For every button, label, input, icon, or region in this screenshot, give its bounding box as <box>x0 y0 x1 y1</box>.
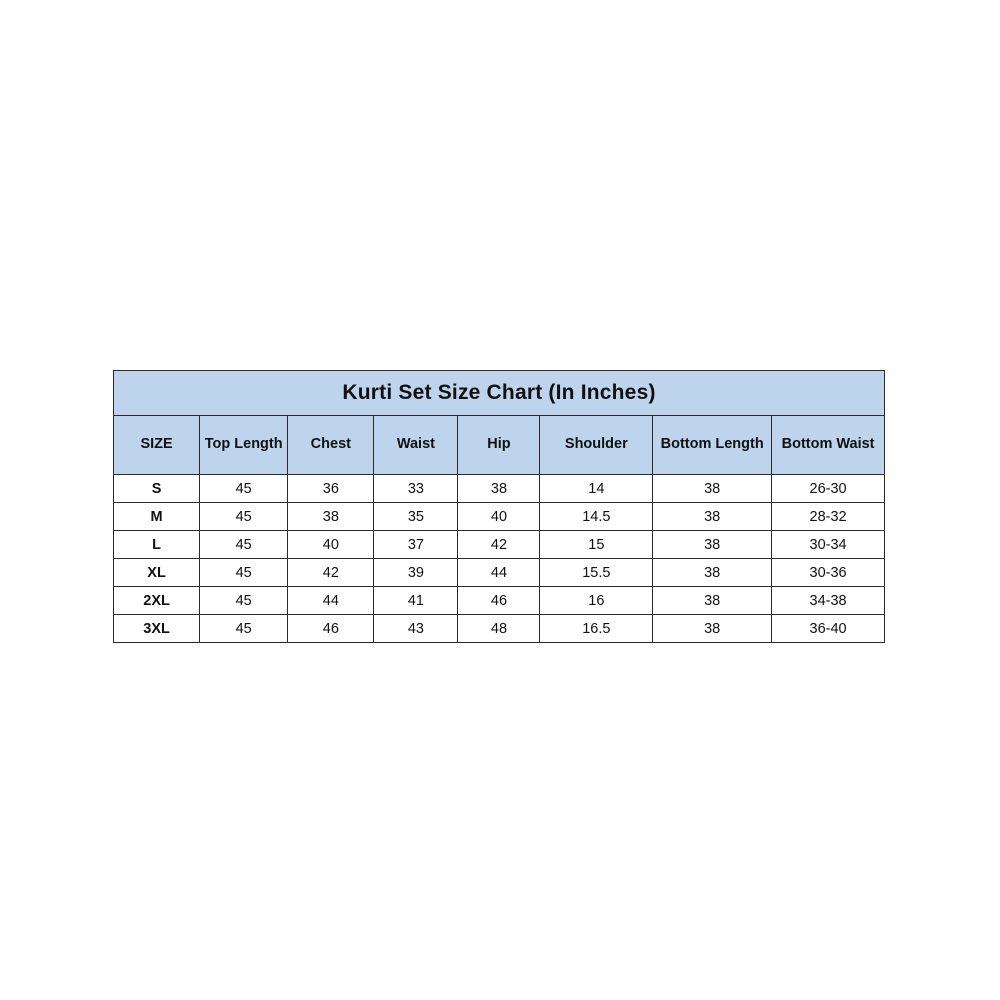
cell-top-length: 45 <box>200 503 288 531</box>
cell-waist: 41 <box>374 587 458 615</box>
cell-size: XL <box>114 559 200 587</box>
column-header-bottom-length: Bottom Length <box>653 416 772 475</box>
column-header-chest: Chest <box>288 416 374 475</box>
cell-shoulder: 15 <box>540 531 653 559</box>
cell-shoulder: 16 <box>540 587 653 615</box>
cell-bottom-length: 38 <box>653 475 772 503</box>
table-row <box>114 531 885 559</box>
cell-shoulder: 14 <box>540 475 653 503</box>
size-chart-container <box>113 370 885 643</box>
cell-chest: 40 <box>288 531 374 559</box>
cell-size: L <box>114 531 200 559</box>
column-header-top-length: Top Length <box>200 416 288 475</box>
cell-bottom-length: 38 <box>653 531 772 559</box>
cell-hip: 46 <box>458 587 540 615</box>
cell-bottom-waist: 30-36 <box>772 559 885 587</box>
cell-waist: 37 <box>374 531 458 559</box>
cell-bottom-waist: 34-38 <box>772 587 885 615</box>
cell-hip: 44 <box>458 559 540 587</box>
cell-bottom-waist: 36-40 <box>772 615 885 643</box>
cell-size: S <box>114 475 200 503</box>
cell-hip: 48 <box>458 615 540 643</box>
table-row <box>114 475 885 503</box>
cell-size: 2XL <box>114 587 200 615</box>
cell-chest: 46 <box>288 615 374 643</box>
table-row <box>114 615 885 643</box>
cell-shoulder: 15.5 <box>540 559 653 587</box>
cell-bottom-length: 38 <box>653 503 772 531</box>
cell-top-length: 45 <box>200 475 288 503</box>
cell-hip: 38 <box>458 475 540 503</box>
cell-bottom-length: 38 <box>653 559 772 587</box>
cell-size: 3XL <box>114 615 200 643</box>
cell-waist: 43 <box>374 615 458 643</box>
cell-bottom-waist: 28-32 <box>772 503 885 531</box>
table-row <box>114 503 885 531</box>
column-header-waist: Waist <box>374 416 458 475</box>
cell-waist: 35 <box>374 503 458 531</box>
cell-shoulder: 16.5 <box>540 615 653 643</box>
table-row <box>114 559 885 587</box>
cell-bottom-length: 38 <box>653 587 772 615</box>
cell-waist: 39 <box>374 559 458 587</box>
column-header-shoulder: Shoulder <box>540 416 653 475</box>
cell-waist: 33 <box>374 475 458 503</box>
cell-chest: 38 <box>288 503 374 531</box>
column-header-hip: Hip <box>458 416 540 475</box>
cell-hip: 42 <box>458 531 540 559</box>
column-header-size: SIZE <box>114 416 200 475</box>
cell-shoulder: 14.5 <box>540 503 653 531</box>
size-chart-table <box>113 370 885 643</box>
table-title-row <box>114 371 885 416</box>
table-row <box>114 587 885 615</box>
cell-chest: 36 <box>288 475 374 503</box>
cell-top-length: 45 <box>200 559 288 587</box>
cell-size: M <box>114 503 200 531</box>
cell-top-length: 45 <box>200 615 288 643</box>
table-header-row <box>114 416 885 475</box>
column-header-bottom-waist: Bottom Waist <box>772 416 885 475</box>
cell-bottom-waist: 26-30 <box>772 475 885 503</box>
cell-top-length: 45 <box>200 531 288 559</box>
cell-chest: 42 <box>288 559 374 587</box>
cell-chest: 44 <box>288 587 374 615</box>
cell-bottom-waist: 30-34 <box>772 531 885 559</box>
cell-bottom-length: 38 <box>653 615 772 643</box>
cell-hip: 40 <box>458 503 540 531</box>
cell-top-length: 45 <box>200 587 288 615</box>
page-title: Kurti Set Size Chart (In Inches) <box>114 371 885 416</box>
